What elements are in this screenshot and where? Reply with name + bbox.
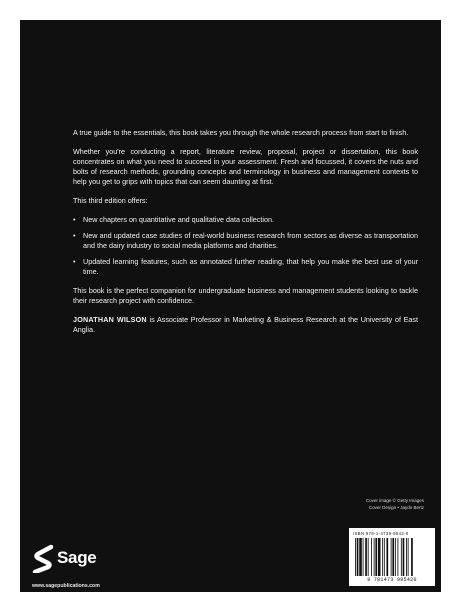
bullet-marker: •: [73, 231, 76, 240]
author-bio-text: is Associate Professor in Marketing & Business Research at the University of East Anglia.: [73, 315, 418, 334]
publisher-name: Sage: [57, 548, 97, 567]
feature-item: [73, 215, 418, 225]
isbn-barcode: [349, 528, 435, 586]
cover-blurb: [73, 128, 418, 344]
bullet-marker: •: [73, 215, 76, 224]
blurb-description: Whether you're conducting a report, literature review, proposal, project or dissertation, this book concentrates on what you need to succeed in your assessment. Fresh and focussed, it covers the nuts and bolts of research methods, grounding concepts and terminology in business and management contexts to help you get to grips with topics that can seem daunting at first.: [73, 147, 418, 186]
feature-item: [73, 231, 418, 251]
author-name: JONATHAN WILSON: [73, 315, 147, 324]
cover-credits: [366, 498, 424, 511]
barcode-digits: 9 781473 995420: [367, 577, 417, 583]
blurb-intro: A true guide to the essentials, this book takes you through the whole research process from start to finish.: [73, 128, 409, 137]
feature-text: Updated learning features, such as annotated further reading, that help you make the best use of your time.: [83, 257, 418, 276]
cover-image-credit: Cover image © Getty Images: [365, 498, 424, 503]
isbn-text: ISBN 978-1-4739-9542-0: [353, 531, 409, 536]
feature-text: New chapters on quantitative and qualitative data collection.: [83, 215, 274, 224]
back-cover: [20, 20, 441, 592]
offers-heading: This third edition offers:: [73, 196, 148, 205]
publisher-website: www.sagepublications.com: [32, 583, 100, 589]
barcode-bars: [355, 538, 429, 576]
features-list: [73, 215, 418, 277]
author-bio: [73, 315, 418, 335]
cover-design-credit: Cover Design • Jaydn Bertz: [368, 504, 424, 510]
blurb-closing: This book is the perfect companion for undergraduate business and management students looking to tackle their research project with confidence.: [73, 286, 418, 305]
feature-text: New and updated case studies of real-world business research from sectors as diverse as transportation and the dairy industry to social media platforms and charities.: [83, 231, 418, 250]
bullet-marker: •: [73, 257, 76, 266]
publisher-logo: [32, 543, 96, 573]
feature-item: [73, 257, 418, 277]
sage-s-icon: [32, 543, 54, 573]
